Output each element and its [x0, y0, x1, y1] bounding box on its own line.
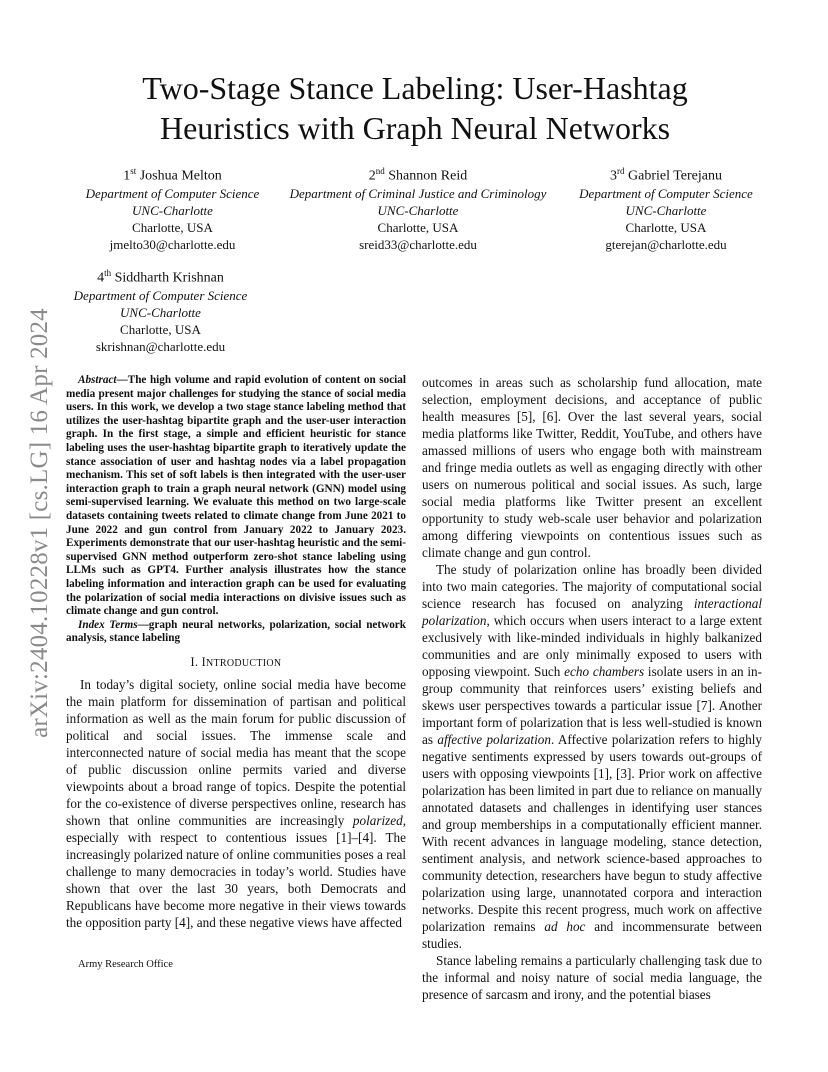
title-line-2: Heuristics with Graph Neural Networks: [159, 110, 671, 146]
index-terms-paragraph: [66, 619, 406, 646]
author-email: sreid33@charlotte.edu: [359, 236, 477, 252]
author-location: Charlotte, USA: [377, 219, 459, 235]
author-block-4: [58, 265, 263, 355]
index-terms-label: Index Terms: [78, 618, 138, 631]
left-column: [66, 374, 406, 931]
author-location: Charlotte, USA: [132, 219, 213, 235]
intro-paragraph-1-continued: outcomes in areas such as scholarship fund allocation, mate selection, employment decisions, and acceptance of public health measures [5], [6]. Over the last several years, social media platforms like Twitter, Reddit, YouTube, and others have amassed millions of users who engage both with mainstream and fringe media outlets as well as engaging directly with other users on numerous political and social issues. As such, large social media platforms like Twitter present an excellent opportunity to study web-scale user behavior and polarization among differing viewpoints on contentious issues such as climate change and gun control.: [422, 375, 762, 560]
author-university: UNC-Charlotte: [377, 202, 459, 218]
author-name: 3rd Gabriel Terejanu: [610, 166, 722, 184]
index-terms-text: —graph neural networks, polarization, social network analysis, stance labeling: [66, 618, 406, 645]
author-block-1: [70, 163, 275, 253]
author-block-2: [278, 163, 558, 253]
abstract-text: —The high volume and rapid evolution of content on social media present major challenges for studying the stance of social media users. In this work, we develop a two stage stance labeling method that utilizes the user-hashtag bipartite graph and the user-user interaction graph. In the first stage, a simple and efficient heuristic for stance labeling uses the user-hashtag bipartite graph to iteratively update the stance association of user and hashtag nodes via a label propagation mechanism. This set of soft labels is then integrated with the user-user interaction graph to train a graph neural network (GNN) model using semi-supervised learning. We evaluate this method on two large-scale datasets containing tweets related to climate change from June 2021 to June 2022 and gun control from January 2022 to January 2023. Experiments demonstrate that our user-hashtag heuristic and the semi-supervised GNN method outperform zero-shot stance labeling using LLMs such as GPT4. Further analysis illustrates how the stance labeling information and interaction graph can be used for evaluating the polarization of social media interactions on divisive issues such as climate change and gun control.: [66, 374, 406, 618]
author-location: Charlotte, USA: [120, 321, 201, 337]
arxiv-identifier-stamp: [20, 288, 60, 758]
author-name: 2nd Shannon Reid: [368, 166, 468, 184]
author-block-3: [566, 163, 766, 253]
author-email: gterejan@charlotte.edu: [605, 236, 727, 252]
intro-paragraph-1: In today’s digital society, online social media have become the main platform for dissemination of partisan and political information as well as the main forum for public discussion of political and social issues. The immense scale and interconnected nature of social media has meant that the scope of public discussion online permits varied and diverse viewpoints about a broad range of topics. Despite the potential for the co-existence of diverse perspectives online, research has shown that online communities are increasingly polarized, especially with respect to contentious issues [1]–[4]. The increasingly polarized nature of online communities poses a real challenge to many democracies in today’s world. Studies have shown that over the last 30 years, both Democrats and Republicans have become more negative in their views towards the opposition party [4], and these negative views have affected: [66, 676, 406, 930]
author-department: Department of Criminal Justice and Criminology: [289, 185, 547, 201]
author-department: Department of Computer Science: [85, 185, 260, 201]
author-university: UNC-Charlotte: [132, 202, 213, 218]
right-column: [422, 374, 762, 1003]
author-name: 4th Siddharth Krishnan: [97, 268, 224, 286]
author-name: 1st Joshua Melton: [123, 166, 222, 184]
intro-paragraph-2: The study of polarization online has broadly been divided into two main categories. The majority of computational social science research has focused on analyzing interactional polarization, which occurs when users interact to a large extent exclusively with like-minded individuals in highly balkanized communities and are only minimally exposed to users with opposing viewpoint. Such echo chambers isolate users in an in-group community that reinforces users’ existing beliefs and skews user perspectives towards a particular issue [7]. Another important form of polarization that is less well-studied is known as affective polarization. Affective polarization refers to highly negative sentiments expressed by users towards out-groups of users with opposing viewpoints [1], [3]. Prior work on affective polarization has been limited in part due to reliance on manually annotated datasets and challenges in identifying user stances and group memberships in a computationally efficient manner. With recent advances in language modeling, stance detection, sentiment analysis, and network science-based approaches to community detection, researchers have begun to study affective polarization using large, unannotated corpora and interaction networks. Despite this recent progress, much work on affective polarization remains ad hoc and incommensurate between studies.: [422, 562, 762, 951]
author-university: UNC-Charlotte: [120, 304, 201, 320]
author-department: Department of Computer Science: [579, 185, 753, 201]
author-department: Department of Computer Science: [73, 287, 248, 303]
intro-paragraph-3: Stance labeling remains a particularly challenging task due to the informal and noisy nature of social media language, the presence of sarcasm and irony, and the potential biases: [422, 953, 762, 1002]
author-email: skrishnan@charlotte.edu: [95, 338, 226, 354]
paper-title: [90, 68, 740, 148]
abstract-label: Abstract: [78, 374, 117, 386]
author-university: UNC-Charlotte: [625, 202, 707, 218]
section-heading-introduction: I. INTRODUCTION: [190, 654, 282, 669]
arxiv-stamp-text: arXiv:2404.10228v1 [cs.LG] 16 Apr 2024: [26, 308, 53, 738]
author-email: jmelto30@charlotte.edu: [109, 236, 236, 252]
funding-footnote: Army Research Office: [78, 959, 173, 970]
title-line-1: Two-Stage Stance Labeling: User-Hashtag: [142, 70, 688, 106]
author-location: Charlotte, USA: [625, 219, 707, 235]
abstract-paragraph: [66, 374, 406, 619]
